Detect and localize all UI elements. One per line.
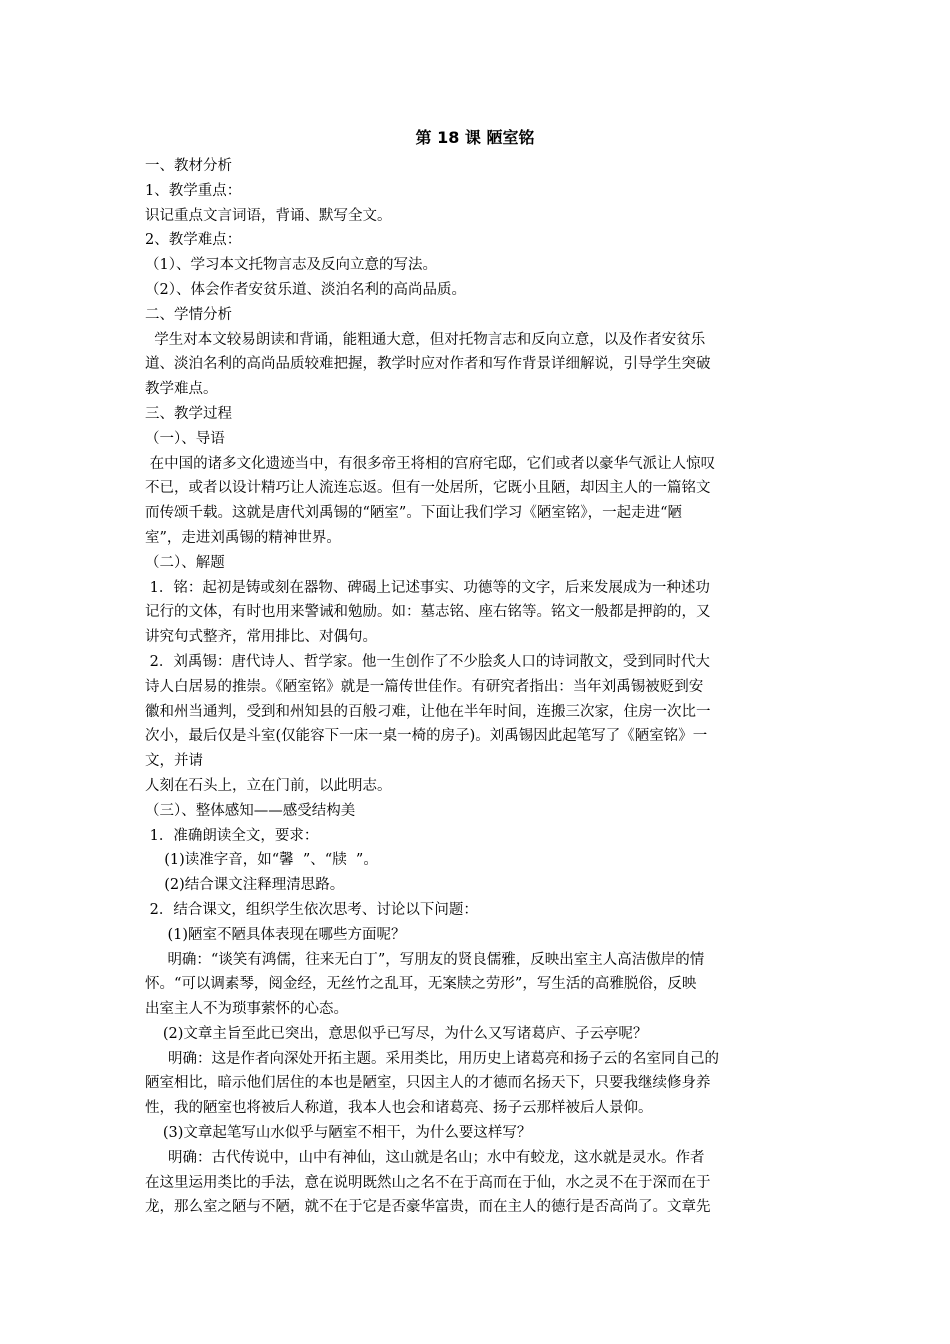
- text-line: 文，并请: [145, 753, 203, 770]
- subheading: 1、教学重点：: [145, 182, 242, 199]
- answer-line: 明确：这是作者向深处开拓主题。采用类比，用历史上诸葛亮和扬子云的名室同自己的: [145, 1050, 720, 1067]
- list-item: （2）、体会作者安贫乐道、淡泊名利的高尚品质。: [145, 281, 466, 298]
- text-line: 怀。“可以调素琴，阅金经，无丝竹之乱耳，无案牍之劳形”，写生活的高雅脱俗，反映: [145, 976, 697, 993]
- text-line: 讲究句式整齐，常用排比、对偶句。: [145, 629, 377, 646]
- list-item: (1)读准字音，如“馨 ”、“牍 ”。: [155, 852, 378, 869]
- text-line: 道、淡泊名利的高尚品质较难把握，教学时应对作者和写作背景详细解说，引导学生突破: [145, 356, 711, 373]
- list-item: 1．准确朗读全文，要求：: [145, 827, 319, 844]
- subheading: （二）、解题: [145, 554, 225, 571]
- text-line: 记行的文体，有时也用来警诫和勉励。如：墓志铭、座右铭等。铭文一般都是押韵的，又: [145, 604, 711, 621]
- text-line: 室”，走进刘禹锡的精神世界。: [145, 529, 341, 546]
- text-line: 2．刘禹锡：唐代诗人、哲学家。他一生创作了不少脍炙人口的诗词散文，受到同时代大: [145, 653, 710, 670]
- section-heading: 二、学情分析: [145, 306, 232, 323]
- answer-line: 明确：古代传说中，山中有神仙，这山就是名山；水中有蛟龙，这水就是灵水。作者: [145, 1149, 705, 1166]
- list-item: 2．结合课文，组织学生依次思考、讨论以下问题：: [145, 901, 478, 918]
- text-line: 学生对本文较易朗读和背诵，能粗通大意，但对托物言志和反向立意，以及作者安贫乐: [145, 331, 706, 348]
- list-item: （1）、学习本文托物言志及反向立意的写法。: [145, 257, 437, 274]
- document-page: [145, 126, 805, 1220]
- subheading: （三）、整体感知——感受结构美: [145, 802, 356, 819]
- text-line: 次小，最后仅是斗室(仅能容下一床一桌一椅的房子)。刘禹锡因此起笔写了《陋室铭》一: [145, 728, 708, 745]
- section-heading: 一、教材分析: [145, 158, 232, 174]
- text-line: 性，我的陋室也将被后人称道，我本人也会和诸葛亮、扬子云那样被后人景仰。: [145, 1100, 653, 1117]
- text-line: 诗人白居易的推崇。《陋室铭》就是一篇传世佳作。有研究者指出：当年刘禹锡被贬到安: [145, 678, 704, 695]
- question-line: (2)文章主旨至此已突出，意思似乎已写尽，为什么又写诸葛庐、子云亭呢？: [149, 1025, 648, 1042]
- text-line: 徽和州当通判，受到和州知县的百般刁难，让他在半年时间，连搬三次家，住房一次比一: [145, 703, 711, 720]
- text-line: 在中国的诸多文化遗迹当中，有很多帝王将相的宫府宅邸，它们或者以豪华气派让人惊叹: [145, 455, 716, 472]
- document-body: [145, 154, 805, 1220]
- text-line: 教学难点。: [145, 381, 218, 398]
- subheading: 2、教学难点：: [145, 232, 242, 249]
- text-line: 人刻在石头上，立在门前，以此明志。: [145, 777, 392, 794]
- text-line: 而传颂千载。这就是唐代刘禹锡的“陋室”。下面让我们学习《陋室铭》，一起走进“陋: [145, 505, 682, 522]
- list-item: (2)结合课文注释理清思路。: [155, 877, 345, 894]
- text-line: 不已，或者以设计精巧让人流连忘返。但有一处居所，它既小且陋，却因主人的一篇铭文: [145, 480, 711, 497]
- question-line: (1)陋室不陋具体表现在哪些方面呢？: [149, 926, 406, 943]
- text-line: 1．铭：起初是铸或刻在器物、碑碣上记述事实、功德等的文字，后来发展成为一种述功: [145, 579, 710, 596]
- answer-line: 明确：“谈笑有鸿儒，往来无白丁”，写朋友的贤良儒雅，反映出室主人高洁傲岸的情: [149, 951, 705, 968]
- subheading: （一）、导语: [145, 430, 225, 447]
- section-heading: 三、教学过程: [145, 405, 232, 422]
- text-line: 龙，那么室之陋与不陋，就不在于它是否豪华富贵，而在主人的德行是否高尚了。文章先: [145, 1199, 711, 1216]
- question-line: (3)文章起笔写山水似乎与陋室不相干，为什么要这样写？: [149, 1125, 532, 1142]
- text-line: 陋室相比，暗示他们居住的本也是陋室，只因主人的才德而名扬天下，只要我继续修身养: [145, 1075, 711, 1092]
- text-line: 识记重点文言词语，背诵、默写全文。: [145, 207, 392, 224]
- text-line: 出室主人不为琐事萦怀的心态。: [145, 1001, 348, 1018]
- text-line: 在这里运用类比的手法，意在说明既然山之名不在于高而在于仙，水之灵不在于深而在于: [145, 1174, 711, 1191]
- page-title: 第 18 课 陋室铭: [415, 128, 535, 147]
